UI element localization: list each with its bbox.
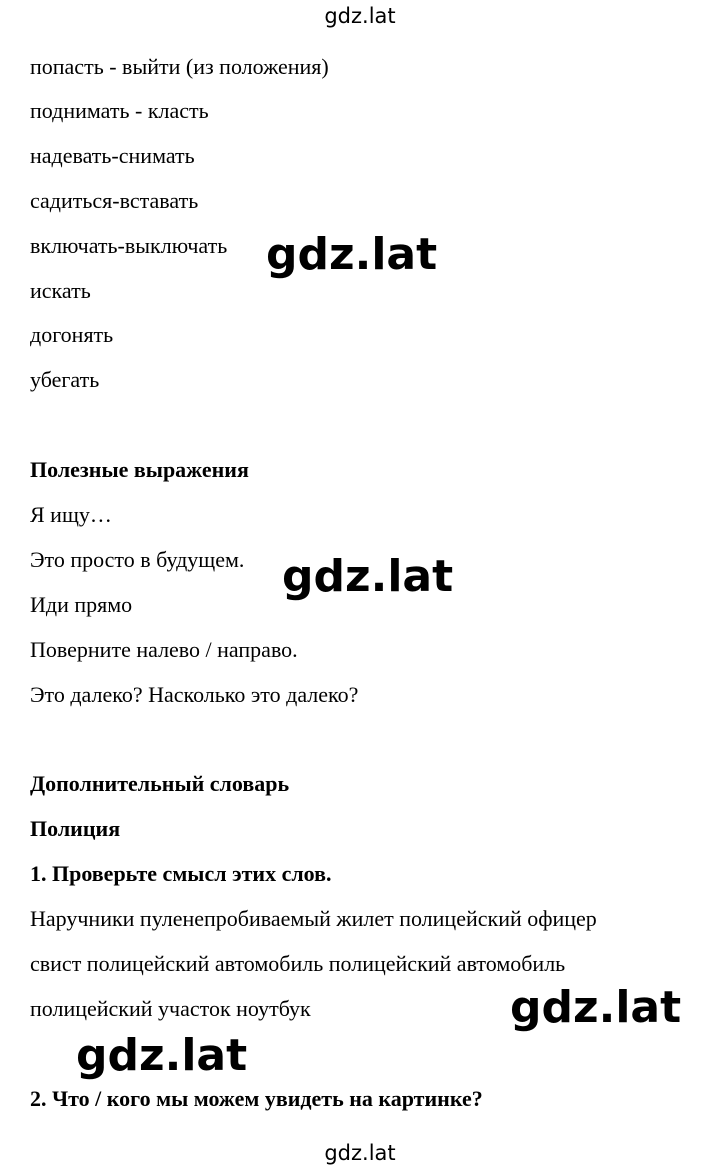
watermark: gdz.lat [76, 1030, 248, 1081]
watermark: gdz.lat [282, 551, 454, 602]
phrase-item: Иди прямо [30, 592, 133, 617]
phrase-item: Я ищу… [30, 502, 112, 527]
verb-item: садиться-вставать [30, 188, 199, 213]
extra-vocab-heading: Дополнительный словарь [30, 771, 290, 796]
task-2-heading: 2. Что / кого мы можем увидеть на картинке? [30, 1086, 483, 1111]
police-heading: Полиция [30, 816, 121, 841]
phrases-heading: Полезные выражения [30, 457, 249, 482]
verb-item: включать-выключать [30, 233, 228, 258]
task-1-words: свист полицейский автомобиль полицейский автомобиль [30, 951, 566, 976]
watermark: gdz.lat [510, 982, 682, 1033]
verb-item: убегать [30, 367, 100, 392]
verb-item: надевать-снимать [30, 143, 195, 168]
verb-item: попасть - выйти (из положения) [30, 54, 329, 79]
phrase-item: Это просто в будущем. [30, 547, 245, 572]
task-1-words: Наручники пуленепробиваемый жилет полицейский офицер [30, 906, 597, 931]
verb-item: догонять [30, 322, 114, 347]
verb-item: поднимать - класть [30, 98, 209, 123]
task-1-words: полицейский участок ноутбук [30, 996, 311, 1021]
phrase-item: Это далеко? Насколько это далеко? [30, 682, 359, 707]
task-1-heading: 1. Проверьте смысл этих слов. [30, 861, 332, 886]
watermark: gdz.lat [266, 229, 438, 280]
header-watermark: gdz.lat [324, 4, 396, 28]
phrase-item: Поверните налево / направо. [30, 637, 298, 662]
footer-watermark: gdz.lat [324, 1141, 396, 1165]
verb-item: искать [30, 278, 91, 303]
